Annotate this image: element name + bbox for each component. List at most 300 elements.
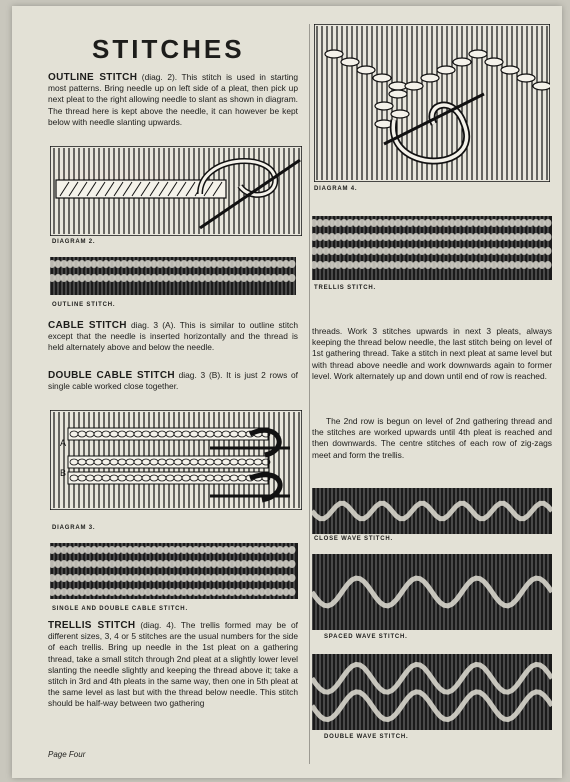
stitch-mark	[73, 274, 80, 282]
trellis-stitch	[325, 50, 343, 58]
stitch-mark	[353, 261, 360, 269]
stitch-mark	[85, 260, 92, 268]
stitch-mark	[199, 274, 206, 282]
stitch-mark	[509, 233, 516, 241]
stitch-mark	[407, 247, 414, 255]
stitch-mark	[217, 274, 224, 282]
stitch-mark	[335, 233, 342, 241]
column-divider	[309, 24, 310, 764]
stitch-mark	[431, 247, 438, 255]
outline-stitch-photo-caption: OUTLINE STITCH.	[52, 302, 116, 308]
stitch-mark	[163, 574, 170, 582]
outline-stitch-heading: OUTLINE STITCH	[48, 72, 138, 83]
stitch-mark	[193, 546, 200, 554]
stitch-mark	[479, 247, 486, 255]
cable-stitch-ref: diag. 3 (A).	[126, 320, 176, 330]
stitch-mark	[199, 574, 206, 582]
close-wave-stitch-caption: CLOSE WAVE STITCH.	[314, 536, 393, 542]
stitch-mark	[365, 219, 372, 227]
stitch-mark	[217, 260, 224, 268]
stitch-mark	[545, 233, 552, 241]
stitch-mark	[317, 261, 324, 269]
stitch-mark	[461, 219, 468, 227]
double-cable-stitch-ref: diag. 3 (B).	[174, 370, 223, 380]
stitch-mark	[133, 560, 140, 568]
stitch-mark	[61, 560, 68, 568]
stitch-mark	[67, 546, 74, 554]
stitch-mark	[235, 546, 242, 554]
stitch-mark	[413, 247, 420, 255]
trellis-stitch	[389, 82, 407, 90]
stitch-mark	[335, 247, 342, 255]
trellis-stitch	[405, 82, 423, 90]
stitch-mark	[151, 574, 158, 582]
stitch-mark	[85, 274, 92, 282]
page-title: STITCHES	[92, 34, 245, 64]
stitch-mark	[377, 219, 384, 227]
stitch-mark	[425, 219, 432, 227]
stitch-mark	[323, 247, 330, 255]
stitch-mark	[371, 219, 378, 227]
stitch-mark	[443, 233, 450, 241]
stitch-mark	[467, 233, 474, 241]
stitch-mark	[157, 588, 164, 596]
stitch-mark	[181, 546, 188, 554]
trellis-stitch	[341, 58, 359, 66]
stitch-mark	[223, 574, 230, 582]
stitch-mark	[365, 261, 372, 269]
stitch-mark	[377, 233, 384, 241]
stitch-mark	[235, 274, 242, 282]
cable-stitch-heading: CABLE STITCH	[48, 320, 127, 331]
stitch-mark	[329, 219, 336, 227]
stitch-mark	[187, 588, 194, 596]
stitch-mark	[389, 247, 396, 255]
stitch-mark	[133, 574, 140, 582]
stitch-mark	[509, 247, 516, 255]
stitch-mark	[497, 219, 504, 227]
stitch-mark	[193, 588, 200, 596]
stitch-mark	[503, 261, 510, 269]
stitch-mark	[241, 274, 248, 282]
stitch-mark	[199, 588, 206, 596]
stitch-mark	[85, 588, 92, 596]
stitch-mark	[277, 560, 284, 568]
stitch-mark	[151, 588, 158, 596]
stitch-mark	[539, 261, 546, 269]
stitch-mark	[473, 247, 480, 255]
stitch-mark	[205, 560, 212, 568]
stitch-mark	[157, 546, 164, 554]
diagram-3-caption: DIAGRAM 3.	[52, 525, 96, 531]
stitch-mark	[145, 274, 152, 282]
stitch-mark	[241, 546, 248, 554]
stitch-mark	[455, 247, 462, 255]
stitch-mark	[217, 560, 224, 568]
stitch-mark	[55, 588, 62, 596]
stitch-mark	[229, 588, 236, 596]
stitch-mark	[181, 274, 188, 282]
trellis-stitch	[485, 58, 503, 66]
stitch-mark	[347, 261, 354, 269]
stitch-mark	[211, 274, 218, 282]
stitch-mark	[121, 588, 128, 596]
stitch-mark	[61, 274, 68, 282]
stitch-mark	[145, 588, 152, 596]
stitch-mark	[133, 274, 140, 282]
stitch-mark	[151, 274, 158, 282]
diagram-3-label-a: A	[60, 438, 67, 448]
stitch-mark	[193, 560, 200, 568]
stitch-mark	[283, 274, 290, 282]
stitch-mark	[133, 260, 140, 268]
stitch-mark	[109, 546, 116, 554]
stitch-mark	[437, 261, 444, 269]
stitch-mark	[133, 546, 140, 554]
stitch-mark	[473, 219, 480, 227]
stitch-mark	[247, 588, 254, 596]
stitch-mark	[145, 574, 152, 582]
stitch-mark	[181, 560, 188, 568]
stitch-mark	[461, 233, 468, 241]
stitch-mark	[247, 260, 254, 268]
stitch-mark	[515, 233, 522, 241]
stitch-mark	[425, 261, 432, 269]
stitch-mark	[205, 588, 212, 596]
trellis-stitch-ref: (diag. 4).	[135, 620, 177, 630]
stitch-mark	[61, 260, 68, 268]
stitch-mark	[425, 247, 432, 255]
stitch-mark	[485, 233, 492, 241]
stitch-mark	[79, 260, 86, 268]
stitch-mark	[217, 588, 224, 596]
stitch-mark	[323, 219, 330, 227]
stitch-mark	[341, 233, 348, 241]
stitch-mark	[223, 546, 230, 554]
stitch-mark	[383, 261, 390, 269]
stitch-mark	[169, 560, 176, 568]
stitch-mark	[259, 546, 266, 554]
stitch-mark	[235, 260, 242, 268]
stitch-mark	[509, 261, 516, 269]
trellis-stitch	[421, 74, 439, 82]
stitch-mark	[139, 260, 146, 268]
double-cable-stitch-text: It is just 2 rows of single cable worked close together.	[48, 370, 298, 392]
stitch-mark	[241, 588, 248, 596]
trellis-stitch-paragraph	[48, 620, 298, 710]
stitch-mark	[181, 588, 188, 596]
stitch-mark	[265, 574, 272, 582]
stitch-mark	[277, 574, 284, 582]
diagram-4	[314, 24, 550, 182]
stitch-mark	[289, 260, 296, 268]
trellis-stitch	[533, 82, 550, 90]
stitch-mark	[283, 260, 290, 268]
stitch-mark	[157, 274, 164, 282]
stitch-mark	[253, 260, 260, 268]
stitch-mark	[353, 233, 360, 241]
stitch-mark	[455, 233, 462, 241]
stitch-mark	[359, 261, 366, 269]
stitch-mark	[91, 274, 98, 282]
stitch-mark	[539, 219, 546, 227]
trellis-stitch	[389, 90, 407, 98]
stitch-mark	[353, 219, 360, 227]
stitch-mark	[175, 260, 182, 268]
stitch-mark	[61, 546, 68, 554]
stitch-mark	[175, 274, 182, 282]
stitch-mark	[271, 560, 278, 568]
stitch-mark	[235, 574, 242, 582]
stitch-mark	[211, 546, 218, 554]
stitch-mark	[85, 560, 92, 568]
stitch-mark	[317, 233, 324, 241]
stitch-mark	[187, 560, 194, 568]
stitch-mark	[323, 261, 330, 269]
stitch-mark	[467, 261, 474, 269]
stitch-mark	[461, 261, 468, 269]
stitch-mark	[97, 560, 104, 568]
stitch-mark	[479, 233, 486, 241]
trellis-stitch-photo	[312, 216, 552, 280]
stitch-mark	[467, 219, 474, 227]
stitch-mark	[323, 233, 330, 241]
stitch-mark	[265, 274, 272, 282]
stitch-mark	[479, 219, 486, 227]
stitch-mark	[289, 274, 296, 282]
stitch-mark	[169, 274, 176, 282]
stitch-mark	[163, 560, 170, 568]
stitch-mark	[395, 219, 402, 227]
stitch-mark	[115, 260, 122, 268]
stitch-mark	[175, 560, 182, 568]
stitch-mark	[235, 560, 242, 568]
stitch-mark	[277, 260, 284, 268]
stitch-mark	[289, 546, 296, 554]
stitch-mark	[443, 247, 450, 255]
stitch-mark	[527, 219, 534, 227]
stitch-mark	[187, 260, 194, 268]
stitch-mark	[389, 233, 396, 241]
stitch-mark	[545, 247, 552, 255]
stitch-mark	[85, 574, 92, 582]
double-cable-stitch-paragraph	[48, 370, 298, 392]
stitch-mark	[533, 247, 540, 255]
stitch-mark	[115, 588, 122, 596]
stitch-mark	[103, 260, 110, 268]
stitch-mark	[407, 233, 414, 241]
stitch-mark	[145, 260, 152, 268]
stitch-mark	[241, 574, 248, 582]
stitch-mark	[329, 247, 336, 255]
stitch-mark	[449, 261, 456, 269]
stitch-mark	[187, 274, 194, 282]
stitch-mark	[181, 574, 188, 582]
diagram-2-caption: DIAGRAM 2.	[52, 239, 96, 245]
trellis-stitch-text: The trellis formed may be of different sizes, 3, 4 or 5 stitches are the usual numbers for the side of each trellis. Bring up needle in the 1st pleat on a gathering thread, take a small stitch through 2nd pleat at a slightly lower level slanting the needle slightly and keeping the thread above it; take a stitch in 3rd and 4th pleats in the same way, then one in 5th pleat at the same level as last but with the thread below needle. This stitch should be half-way between two gathering	[48, 620, 298, 709]
stitch-mark	[97, 274, 104, 282]
stitch-mark	[371, 247, 378, 255]
outline-stitch-ref: (diag. 2).	[137, 72, 178, 82]
stitch-mark	[289, 574, 296, 582]
stitch-mark	[115, 574, 122, 582]
stitch-mark	[317, 247, 324, 255]
stitch-mark	[235, 588, 242, 596]
stitch-mark	[67, 560, 74, 568]
stitch-mark	[271, 274, 278, 282]
stitch-mark	[217, 546, 224, 554]
outline-stitch-text: This stitch is used in starting most patterns. Bring needle up on left side of a pleat, then pick up next pleat to the right allowing needle to slant as shown in diagram. The thread here is kept above the needle, it can however be kept below with needle slanting upwards.	[48, 72, 298, 127]
stitch-mark	[329, 233, 336, 241]
stitch-mark	[283, 588, 290, 596]
stitch-mark	[503, 247, 510, 255]
stitch-mark	[121, 560, 128, 568]
stitch-mark	[419, 219, 426, 227]
stitch-mark	[317, 219, 324, 227]
stitch-mark	[67, 574, 74, 582]
stitch-mark	[539, 247, 546, 255]
stitch-mark	[187, 574, 194, 582]
stitch-mark	[103, 574, 110, 582]
stitch-mark	[121, 274, 128, 282]
stitch-mark	[455, 261, 462, 269]
stitch-mark	[115, 546, 122, 554]
stitch-mark	[341, 261, 348, 269]
stitch-mark	[163, 588, 170, 596]
stitch-mark	[73, 588, 80, 596]
stitch-mark	[115, 560, 122, 568]
stitch-mark	[377, 261, 384, 269]
stitch-mark	[401, 219, 408, 227]
stitch-mark	[413, 219, 420, 227]
stitch-mark	[341, 247, 348, 255]
stitch-mark	[127, 574, 134, 582]
stitch-mark	[199, 260, 206, 268]
stitch-mark	[211, 560, 218, 568]
stitch-mark	[247, 560, 254, 568]
stitch-mark	[413, 233, 420, 241]
stitch-mark	[169, 546, 176, 554]
stitch-mark	[133, 588, 140, 596]
stitch-mark	[127, 260, 134, 268]
stitch-mark	[103, 546, 110, 554]
stitch-mark	[359, 247, 366, 255]
stitch-mark	[145, 546, 152, 554]
stitch-mark	[491, 233, 498, 241]
stitch-mark	[157, 560, 164, 568]
stitch-mark	[169, 588, 176, 596]
stitch-mark	[473, 233, 480, 241]
stitch-mark	[479, 261, 486, 269]
stitch-mark	[145, 560, 152, 568]
stitch-mark	[91, 260, 98, 268]
stitch-mark	[359, 219, 366, 227]
stitch-mark	[97, 546, 104, 554]
stitch-mark	[229, 560, 236, 568]
stitch-mark	[425, 233, 432, 241]
stitch-mark	[347, 247, 354, 255]
double-cable-stitch-heading: DOUBLE CABLE STITCH	[48, 370, 175, 381]
stitch-mark	[521, 261, 528, 269]
stitch-mark	[121, 574, 128, 582]
stitch-mark	[259, 274, 266, 282]
stitch-mark	[259, 560, 266, 568]
stitch-mark	[395, 247, 402, 255]
stitch-mark	[115, 274, 122, 282]
trellis-stitch	[437, 66, 455, 74]
stitch-mark	[347, 219, 354, 227]
stitch-mark	[151, 560, 158, 568]
stitch-mark	[419, 247, 426, 255]
stitch-mark	[163, 274, 170, 282]
stitch-mark	[491, 261, 498, 269]
stitch-mark	[277, 546, 284, 554]
stitch-mark	[163, 260, 170, 268]
stitch-mark	[247, 274, 254, 282]
stitch-mark	[175, 546, 182, 554]
stitch-mark	[473, 261, 480, 269]
stitch-mark	[431, 219, 438, 227]
diagram-2	[50, 146, 302, 236]
stitch-mark	[229, 260, 236, 268]
stitch-mark	[103, 588, 110, 596]
stitch-mark	[491, 247, 498, 255]
stitch-mark	[151, 546, 158, 554]
stitch-mark	[229, 274, 236, 282]
stitch-mark	[61, 588, 68, 596]
stitch-mark	[509, 219, 516, 227]
spaced-wave-stitch-photo	[312, 554, 552, 630]
stitch-mark	[365, 247, 372, 255]
trellis-stitch-heading: TRELLIS STITCH	[48, 620, 136, 631]
stitch-mark	[371, 261, 378, 269]
stitch-mark	[383, 219, 390, 227]
stitch-mark	[55, 260, 62, 268]
stitch-mark	[121, 546, 128, 554]
stitch-mark	[79, 588, 86, 596]
stitch-mark	[247, 546, 254, 554]
stitch-mark	[139, 274, 146, 282]
trellis-stitch	[357, 66, 375, 74]
stitch-mark	[533, 261, 540, 269]
stitch-mark	[217, 574, 224, 582]
trellis-stitch	[391, 110, 409, 118]
trellis-stitch	[469, 50, 487, 58]
stitch-mark	[271, 260, 278, 268]
stitch-mark	[289, 560, 296, 568]
outline-stitch-photo	[50, 257, 296, 295]
stitch-mark	[109, 560, 116, 568]
stitch-mark	[109, 274, 116, 282]
diagram-3	[50, 410, 302, 510]
stitch-mark	[443, 219, 450, 227]
stitch-mark	[271, 574, 278, 582]
stitch-mark	[365, 233, 372, 241]
stitch-mark	[55, 560, 62, 568]
stitch-mark	[515, 219, 522, 227]
stitch-mark	[91, 588, 98, 596]
stitch-mark	[353, 247, 360, 255]
stitch-mark	[359, 233, 366, 241]
cable-stitch-text: This is similar to outline stitch except that the needle is inserted horizontally and the thread is held alternately above and below the needle.	[48, 320, 299, 353]
stitch-mark	[491, 219, 498, 227]
stitch-mark	[253, 546, 260, 554]
stitch-mark	[485, 219, 492, 227]
cable-stitch-photo-caption: SINGLE AND DOUBLE CABLE STITCH.	[52, 606, 188, 612]
stitch-mark	[97, 574, 104, 582]
stitch-mark	[407, 219, 414, 227]
stitch-mark	[283, 546, 290, 554]
